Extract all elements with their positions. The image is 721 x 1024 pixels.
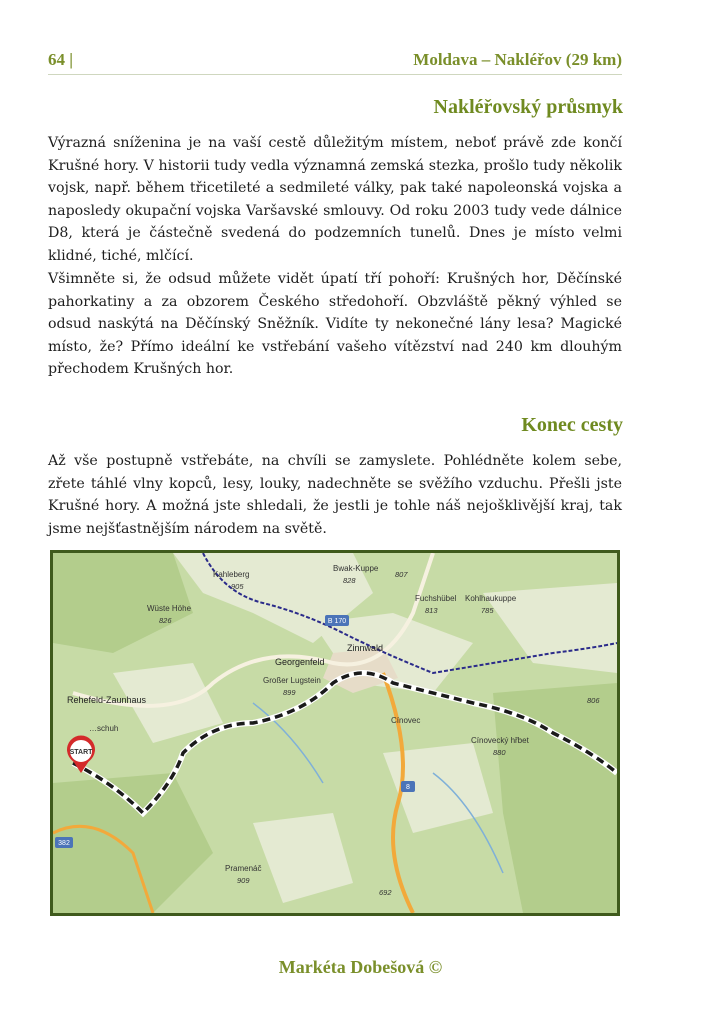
label-zinnwald: Zinnwald xyxy=(347,643,384,653)
alt-lugstein: 899 xyxy=(283,688,296,697)
alt-692: 692 xyxy=(379,888,392,897)
road-number: B 170 xyxy=(327,618,347,625)
label-kohlhaukuppe: Kohlhaukuppe xyxy=(465,594,517,603)
label-cinovec: Cínovec xyxy=(391,716,421,725)
alt-bwak: 828 xyxy=(343,576,356,585)
road-shield-b170 xyxy=(325,615,349,626)
label-rehefeld: Rehefeld-Zaunhaus xyxy=(67,695,147,705)
label-bwak-kuppe: Bwak-Kuppe xyxy=(333,564,379,573)
label-rehefeld-partial: …schuh xyxy=(89,724,119,733)
road-shield-8 xyxy=(401,781,415,792)
paragraph-2: Všimněte si, že odsud můžete vidět úpatí tří pohoří: Krušných hor, Děčínské pahorkatiny a za obzorem Českého středohoří. Obzvláště pěkný výhled se odsud naskýtá na Děčínský Sněžník. Vidíte ty nekonečné lány lesa? Magické místo, že? Přímo ideální ke vstřebání vašeho vítězství nad 240 km dlouhým přechodem Krušných hor. xyxy=(48,271,622,377)
alt-kahleberg: 905 xyxy=(231,582,244,591)
label-fuchshubel: Fuchshübel xyxy=(415,594,457,603)
running-title: Moldava – Nakléřov (29 km) xyxy=(413,50,622,69)
map-graphic xyxy=(53,553,617,913)
alt-hrbet: 880 xyxy=(493,748,506,757)
alt-fuchshubel: 813 xyxy=(425,606,438,615)
alt-806: 806 xyxy=(587,696,600,705)
label-pramenac: Pramenáč xyxy=(225,864,262,873)
road-number: 382 xyxy=(58,840,70,847)
paragraph-1: Výrazná sníženina je na vaší cestě důležitým místem, neboť právě zde končí Krušné hory. V historii tudy vedla významná zemská stezka, prošlo tudy několik vojsk, např. během třicetileté a sedmileté války, pak také napoleonská vojska a naposledy okupační vojska Varšavské smlouvy. Od roku 2003 tudy vede dálnice D8, která je částečně svedená do podzemních tunelů. Dnes je místo velmi klidné, tiché, mlčící. xyxy=(48,135,622,264)
page-header xyxy=(48,46,622,75)
footer-author: Markéta Dobešová © xyxy=(278,957,443,977)
alt-kohlhau: 785 xyxy=(481,606,494,615)
label-cinovecky-hrbet: Cínovecký hřbet xyxy=(471,736,529,745)
label-grosser-lugstein: Großer Lugstein xyxy=(263,676,321,685)
section-heading-konec-cesty: Konec cesty xyxy=(521,414,623,436)
page-number: 64 | xyxy=(48,50,73,69)
road-shield-382 xyxy=(55,837,73,848)
alt-pramenac: 909 xyxy=(237,876,250,885)
label-wuste-hohe: Wüste Höhe xyxy=(147,604,192,613)
paragraph-3: Až vše postupně vstřebáte, na chvíli se zamyslete. Pohlédněte kolem sebe, zřete táhlé vlny kopců, lesy, louky, nadechněte se svěžího vzduchu. Přešli jste Krušné hory. A možná jste shledali, že jestli je tohle náš nejošklivější kraj, tak jsme nejšťastnějším národem na světě. xyxy=(48,453,622,537)
label-kahleberg: Kahleberg xyxy=(213,570,250,579)
route-map xyxy=(50,550,620,916)
start-label: START xyxy=(69,749,93,756)
road-number: 8 xyxy=(406,784,410,791)
section-heading-naklerovsky-prusmyk: Nakléřovský průsmyk xyxy=(433,96,623,118)
alt-807: 807 xyxy=(395,570,408,579)
alt-wuste: 826 xyxy=(159,616,172,625)
label-georgenfeld: Georgenfeld xyxy=(275,657,325,667)
